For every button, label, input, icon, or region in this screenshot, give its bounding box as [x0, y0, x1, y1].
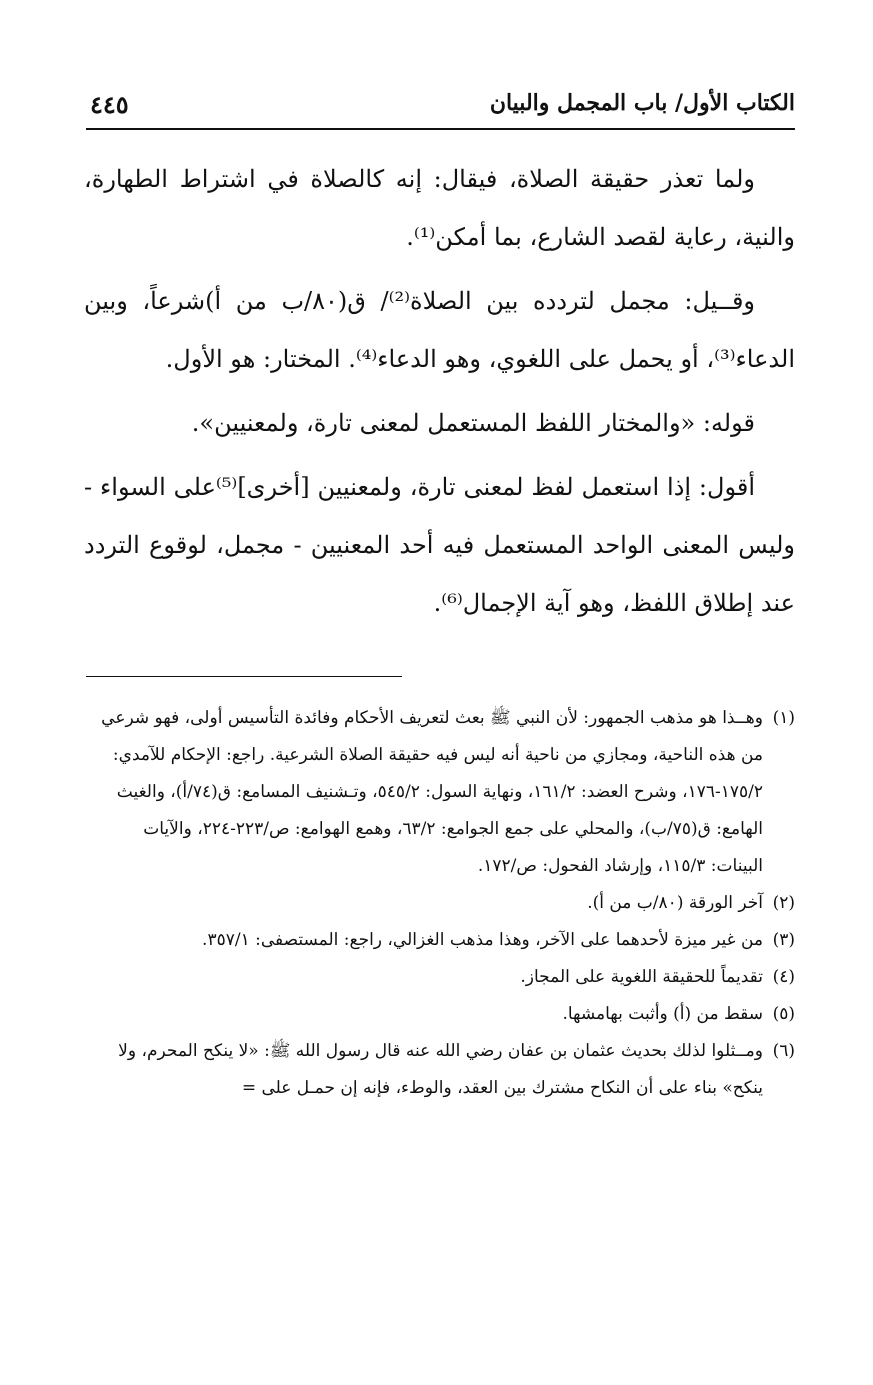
footnote [86, 996, 795, 1033]
page-number: ٤٤٥ [90, 90, 129, 119]
footnote-separator [86, 676, 402, 677]
footnote-text: سقط من (أ) وأثبت بهامشها. [562, 1004, 763, 1024]
footnote [86, 922, 795, 959]
footnotes [86, 700, 795, 1107]
footnote-number: (٤) [772, 967, 795, 987]
footnote [86, 885, 795, 922]
main-text [84, 150, 795, 638]
footnote-text: ومــثلوا لذلك بحديث عثمان بن عفان رضي الله عنه قال رسول الله ﷺ: «لا ينكح المحرم، ولا ينكح» بناء على أن النكاح مشترك بين العقد، والوطء، فإنه إن حمـل على = [118, 1041, 763, 1098]
footnote-text: تقديماً للحقيقة اللغوية على المجاز. [520, 967, 763, 987]
footnote-text: من غير ميزة لأحدهما على الآخر، وهذا مذهب الغزالي، راجع: المستصفى: ٣٥٧/١. [202, 930, 763, 950]
footnote-number: (٥) [772, 1004, 795, 1024]
footnote-number: (٦) [772, 1041, 795, 1061]
running-title: الكتاب الأول/ باب المجمل والبيان [489, 90, 795, 116]
paragraph: أقول: إذا استعمل لفظ لمعنى تارة، ولمعنيين [أخرى]⁽⁵⁾على السواء - وليس المعنى الواحد المستعمل فيه أحد المعنيين - مجمل، لوقوع التردد عند إطلاق اللفظ، وهو آية الإجمال⁽⁶⁾. [84, 473, 795, 617]
footnote-number: (٢) [772, 893, 795, 913]
page-header [86, 90, 795, 130]
paragraph: ولما تعذر حقيقة الصلاة، فيقال: إنه كالصلاة في اشتراط الطهارة، والنية، رعاية لقصد الشارع، بما أمكن⁽¹⁾. [84, 165, 795, 251]
footnote [86, 959, 795, 996]
footnote-text: آخر الورقة (٨٠/ب من أ). [587, 893, 763, 913]
footnote [86, 1033, 795, 1107]
footnote-number: (٣) [772, 930, 795, 950]
footnote [86, 700, 795, 885]
paragraph: قوله: «والمختار اللفظ المستعمل لمعنى تارة، ولمعنيين». [191, 409, 755, 437]
footnote-text: وهــذا هو مذهب الجمهور: لأن النبي ﷺ بعث لتعريف الأحكام وفائدة التأسيس أولى، فهو شرعي من هذه الناحية، ومجازي من ناحية أنه ليس فيه حقيقة الصلاة الشرعية. راجع: الإحكام للآمدي: ١٧٥/٢-١٧٦، وشرح العضد: ١٦١/٢، ونهاية السول: ٥٤٥/٢، وتـشنيف المسامع: ق(٧٤/أ)، والغيث الهامع: ق(٧٥/ب)، والمحلي على جمع الجوامع: ٦٣/٢، وهمع الهوامع: ص/٢٢٣-٢٢٤، والآيات البينات: ١١٥/٣، وإرشاد الفحول: ص/١٧٢. [101, 708, 763, 876]
paragraph: وقــيل: مجمل لتردده بين الصلاة⁽²⁾/ ق(٨٠/ب من أ)شرعاً، وبين الدعاء⁽³⁾، أو يحمل على اللغوي، وهو الدعاء⁽⁴⁾. المختار: هو الأول. [84, 287, 795, 373]
footnote-number: (١) [772, 708, 795, 728]
